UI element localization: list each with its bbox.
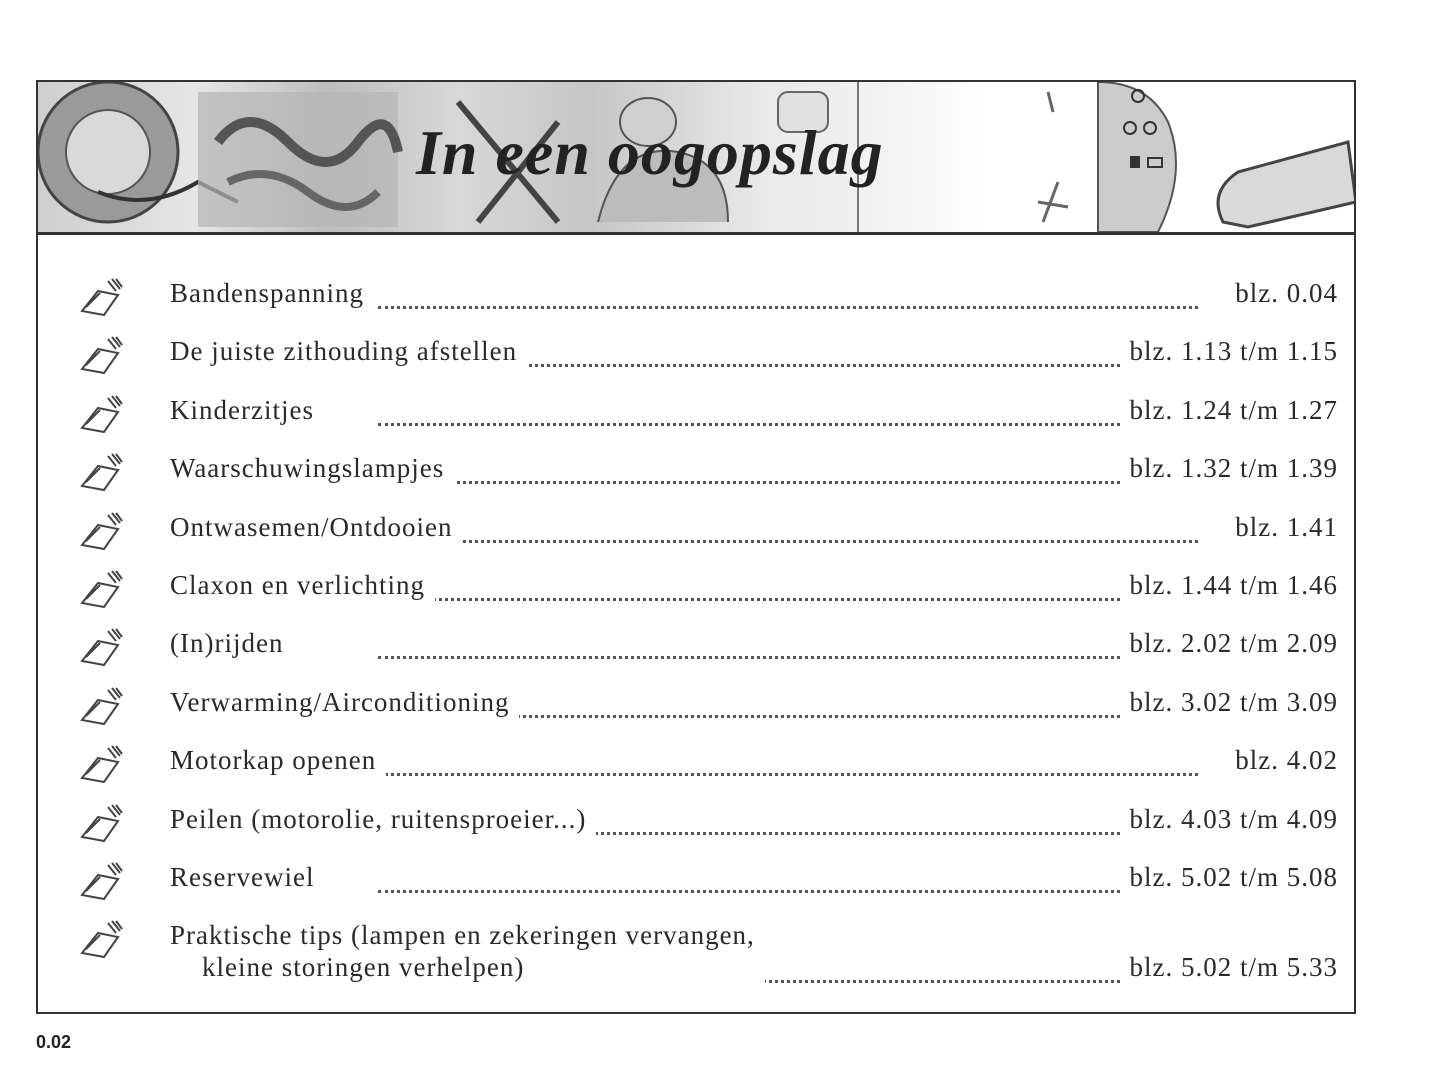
toc-row[interactable] [78, 452, 1338, 492]
toc-page-ref: blz. 2.02 t/m 2.09 [1120, 627, 1339, 659]
toc-label: (In)rijden [170, 627, 293, 659]
toc-label-line2: kleine storingen verhelpen) [202, 952, 525, 982]
leader-dots [378, 886, 1198, 893]
toc-label: De juiste zithouding afstellen [170, 335, 527, 367]
open-book-pencil-icon [78, 861, 124, 901]
toc-label: Claxon en verlichting [170, 569, 435, 601]
toc-row[interactable] [78, 627, 1338, 667]
toc-label [170, 919, 765, 983]
toc-label: Ontwasemen/Ontdooien [170, 511, 462, 543]
open-book-pencil-icon [78, 627, 124, 667]
leader-dots [378, 594, 1198, 601]
toc-label: Bandenspanning [170, 277, 374, 309]
leader-dots [378, 652, 1198, 659]
leader-dots [378, 477, 1198, 484]
leader-dots [378, 419, 1198, 426]
open-book-pencil-icon [78, 452, 124, 492]
toc-row[interactable] [78, 803, 1338, 843]
toc-page-ref: blz. 5.02 t/m 5.33 [1120, 951, 1339, 983]
toc-page-ref: blz. 5.02 t/m 5.08 [1120, 861, 1339, 893]
open-book-pencil-icon [78, 394, 124, 434]
toc-page-ref: blz. 1.32 t/m 1.39 [1120, 452, 1339, 484]
page-number: 0.02 [36, 1032, 72, 1052]
toc-page-ref: blz. 1.44 t/m 1.46 [1120, 569, 1339, 601]
header-banner [38, 82, 1354, 235]
open-book-pencil-icon [78, 803, 124, 843]
toc-row[interactable] [78, 394, 1338, 434]
toc-row[interactable] [78, 277, 1338, 317]
toc-page-ref: blz. 1.13 t/m 1.15 [1120, 335, 1339, 367]
toc-label: Motorkap openen [170, 744, 386, 776]
leader-dots [378, 302, 1198, 309]
toc-row[interactable] [78, 569, 1338, 609]
toc-row[interactable] [78, 861, 1338, 901]
open-book-pencil-icon [78, 335, 124, 375]
open-book-pencil-icon [78, 511, 124, 551]
toc-page-ref: blz. 4.03 t/m 4.09 [1120, 803, 1339, 835]
toc-row[interactable] [78, 686, 1338, 726]
toc-page-ref: blz. 1.41 [1225, 511, 1338, 543]
toc-page-ref: blz. 3.02 t/m 3.09 [1120, 686, 1339, 718]
toc-label-line1: Praktische tips (lampen en zekeringen vervangen, [170, 920, 755, 950]
open-book-pencil-icon [78, 686, 124, 726]
toc-label: Waarschuwingslampjes [170, 452, 454, 484]
toc-label: Kinderzitjes [170, 394, 324, 426]
page-title: In een oogopslag [416, 117, 884, 188]
toc-page-ref: blz. 1.24 t/m 1.27 [1120, 394, 1339, 426]
toc-row[interactable] [78, 511, 1338, 551]
toc-row[interactable] [78, 335, 1338, 375]
toc-page-ref: blz. 0.04 [1225, 277, 1338, 309]
toc-row[interactable] [78, 744, 1338, 784]
open-book-pencil-icon [78, 744, 124, 784]
toc-label: Verwarming/Airconditioning [170, 686, 519, 718]
leader-dots [378, 536, 1198, 543]
toc-row[interactable] [78, 919, 1338, 991]
open-book-pencil-icon [78, 277, 124, 317]
open-book-pencil-icon [78, 919, 124, 959]
page-frame [36, 80, 1356, 1014]
open-book-pencil-icon [78, 569, 124, 609]
toc-page-ref: blz. 4.02 [1225, 744, 1338, 776]
leader-dots [378, 769, 1198, 776]
toc-label: Reservewiel [170, 861, 324, 893]
toc-label: Peilen (motorolie, ruitensproeier...) [170, 803, 596, 835]
